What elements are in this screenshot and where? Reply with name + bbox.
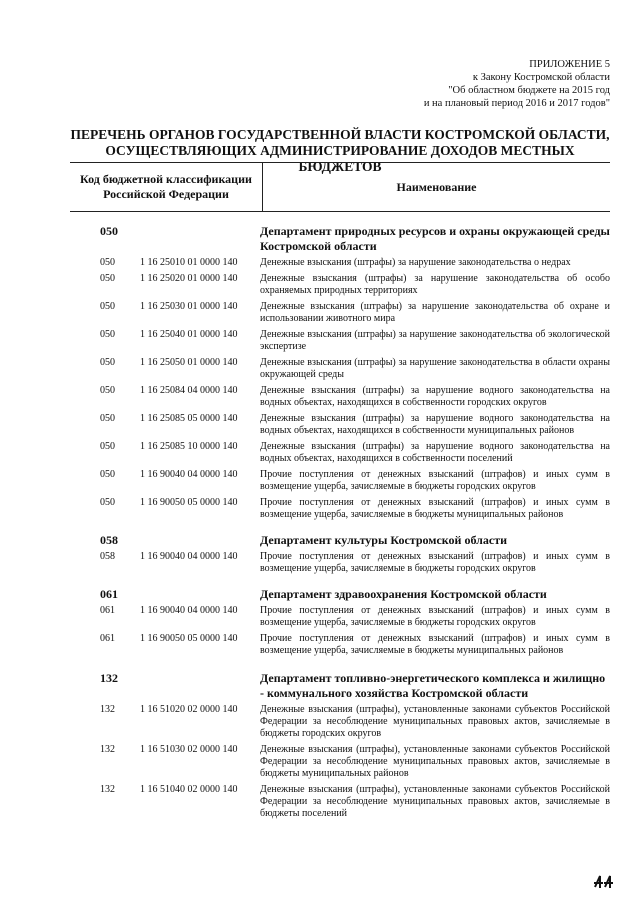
revenue-name: Денежные взыскания (штрафы), установленные законами субъектов Российской Федерации за несоблюдение муниципальных правовых актов, зачисляемые в бюджеты муниципальных районов	[260, 744, 610, 779]
admin-code: 132	[100, 704, 115, 715]
title-line-2: ОСУЩЕСТВЛЯЮЩИХ АДМИНИСТРИРОВАНИЕ ДОХОДОВ МЕСТНЫХ БЮДЖЕТОВ	[105, 143, 575, 174]
department-code: 061	[100, 587, 118, 601]
budget-code: 1 16 25010 01 0000 140	[140, 257, 238, 268]
title-line-1: ПЕРЕЧЕНЬ ОРГАНОВ ГОСУДАРСТВЕННОЙ ВЛАСТИ КОСТРОМСКОЙ ОБЛАСТИ,	[70, 127, 610, 142]
admin-code: 050	[100, 329, 115, 340]
handwritten-page-number	[592, 873, 618, 891]
admin-code: 050	[100, 257, 115, 268]
table-row	[0, 273, 640, 297]
admin-code: 132	[100, 744, 115, 755]
budget-code: 1 16 90050 05 0000 140	[140, 497, 238, 508]
department-code: 050	[100, 224, 118, 238]
admin-code: 058	[100, 551, 115, 562]
revenue-name: Денежные взыскания (штрафы) за нарушение законодательства в области охраны окружающей среды	[260, 357, 610, 380]
revenue-name: Денежные взыскания (штрафы) за нарушение законодательства об экологической экспертизе	[260, 329, 610, 352]
admin-code: 050	[100, 413, 115, 424]
department-name: Департамент культуры Костромской области	[260, 533, 508, 547]
budget-code: 1 16 51030 02 0000 140	[140, 744, 238, 755]
revenue-name: Прочие поступления от денежных взысканий (штрафов) и иных сумм в возмещение ущерба, зачисляемые в бюджеты городских округов	[260, 551, 610, 574]
table-row	[0, 413, 640, 437]
revenue-name: Денежные взыскания (штрафы) за нарушение водного законодательства на водных объектах, находящихся в собственности городских округов	[260, 385, 610, 408]
department-code: 058	[100, 533, 118, 547]
appendix-line-4: и на плановый период 2016 и 2017 годов"	[423, 98, 610, 109]
budget-code: 1 16 25085 05 0000 140	[140, 413, 238, 424]
budget-code: 1 16 25085 10 0000 140	[140, 441, 238, 452]
revenue-name: Денежные взыскания (штрафы), установленные законами субъектов Российской Федерации за несоблюдение муниципальных правовых актов, зачисляемые в бюджеты городских округов	[260, 704, 610, 739]
table-row	[0, 605, 640, 629]
budget-code: 1 16 90050 05 0000 140	[140, 633, 238, 644]
revenue-name: Денежные взыскания (штрафы) за нарушение законодательства о недрах	[260, 257, 571, 268]
revenue-name: Денежные взыскания (штрафы), установленные законами субъектов Российской Федерации за несоблюдение муниципальных правовых актов, зачисляемые в бюджеты поселений	[260, 784, 610, 819]
department-heading	[0, 587, 640, 602]
table-row	[0, 357, 640, 381]
budget-code: 1 16 90040 04 0000 140	[140, 551, 238, 562]
budget-code: 1 16 25050 01 0000 140	[140, 357, 238, 368]
revenue-name: Прочие поступления от денежных взысканий (штрафов) и иных сумм в возмещение ущерба, зачисляемые в бюджеты городских округов	[260, 605, 610, 628]
admin-code: 050	[100, 301, 115, 312]
department-heading	[0, 224, 640, 254]
table-row	[0, 385, 640, 409]
budget-code: 1 16 90040 04 0000 140	[140, 469, 238, 480]
table-row	[0, 704, 640, 740]
admin-code: 050	[100, 385, 115, 396]
appendix-line-3: "Об областном бюджете на 2015 год	[448, 85, 610, 96]
revenue-name: Денежные взыскания (штрафы) за нарушение водного законодательства на водных объектах, находящихся в собственности муниципальных районов	[260, 413, 610, 436]
admin-code: 061	[100, 605, 115, 616]
revenue-name: Денежные взыскания (штрафы) за нарушение водного законодательства на водных объектах, находящихся в собственности поселений	[260, 441, 610, 464]
department-name: Департамент здравоохранения Костромской области	[260, 587, 547, 601]
header-code-line-2: Российской Федерации	[103, 187, 229, 201]
appendix-line-1: ПРИЛОЖЕНИЕ 5	[529, 59, 610, 70]
table-row	[0, 441, 640, 465]
admin-code: 050	[100, 497, 115, 508]
appendix-line-2: к Закону Костромской области	[472, 72, 610, 83]
department-name: Департамент природных ресурсов и охраны окружающей среды Костромской области	[260, 224, 610, 253]
table-row	[0, 497, 640, 521]
admin-code: 050	[100, 273, 115, 284]
table-header	[70, 162, 610, 212]
table-body	[0, 224, 640, 824]
budget-code: 1 16 51020 02 0000 140	[140, 704, 238, 715]
admin-code: 050	[100, 441, 115, 452]
budget-code: 1 16 51040 02 0000 140	[140, 784, 238, 795]
admin-code: 050	[100, 357, 115, 368]
budget-code: 1 16 25084 04 0000 140	[140, 385, 238, 396]
table-row	[0, 784, 640, 820]
department-name: Департамент топливно-энергетического комплекса и жилищно - коммунального хозяйства Костромской области	[260, 671, 606, 700]
table-row	[0, 551, 640, 575]
admin-code: 050	[100, 469, 115, 480]
department-heading	[0, 671, 640, 701]
table-row	[0, 633, 640, 657]
table-row	[0, 329, 640, 353]
admin-code: 061	[100, 633, 115, 644]
budget-code: 1 16 25030 01 0000 140	[140, 301, 238, 312]
revenue-name: Денежные взыскания (штрафы) за нарушение законодательства об особо охраняемых природных территориях	[260, 273, 610, 296]
table-row	[0, 257, 640, 269]
budget-code: 1 16 90040 04 0000 140	[140, 605, 238, 616]
admin-code: 132	[100, 784, 115, 795]
revenue-name: Денежные взыскания (штрафы) за нарушение законодательства об охране и использовании животного мира	[260, 301, 610, 324]
table-row	[0, 301, 640, 325]
header-code-line-1: Код бюджетной классификации	[80, 172, 252, 186]
budget-code: 1 16 25040 01 0000 140	[140, 329, 238, 340]
budget-code: 1 16 25020 01 0000 140	[140, 273, 238, 284]
department-code: 132	[100, 671, 118, 685]
department-heading	[0, 533, 640, 548]
appendix-header	[350, 58, 610, 110]
revenue-name: Прочие поступления от денежных взысканий (штрафов) и иных сумм в возмещение ущерба, зачисляемые в бюджеты городских округов	[260, 469, 610, 492]
header-code-column	[70, 163, 263, 211]
table-row	[0, 744, 640, 780]
table-row	[0, 469, 640, 493]
header-name-column: Наименование	[396, 179, 477, 194]
revenue-name: Прочие поступления от денежных взысканий (штрафов) и иных сумм в возмещение ущерба, зачисляемые в бюджеты муниципальных районов	[260, 497, 610, 520]
revenue-name: Прочие поступления от денежных взысканий (штрафов) и иных сумм в возмещение ущерба, зачисляемые в бюджеты муниципальных районов	[260, 633, 610, 656]
